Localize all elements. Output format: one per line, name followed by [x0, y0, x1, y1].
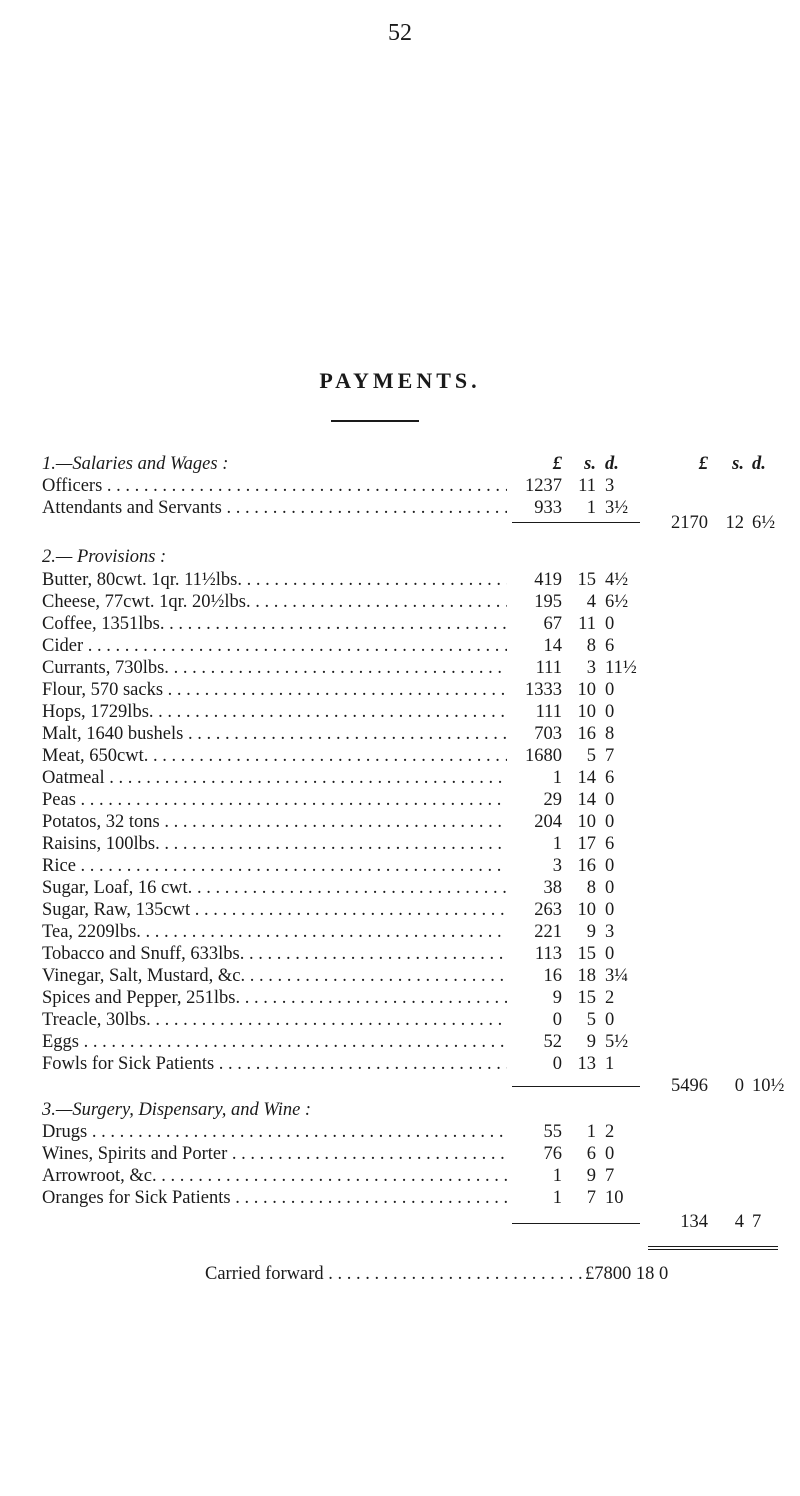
item-label: Oranges for Sick Patients . . .	[42, 1188, 507, 1208]
item-pence: 0	[605, 856, 615, 876]
item-label: Flour, 570 sacks . . .	[42, 680, 507, 700]
item-pence: 3¼	[605, 966, 629, 986]
item-label: Peas . . .	[42, 790, 507, 810]
item-shilling: 8	[586, 878, 596, 898]
item-label: Arrowroot, &c. . . .	[42, 1166, 507, 1186]
item-pound: 0	[552, 1054, 562, 1074]
item-shilling: 11	[578, 614, 596, 634]
item-shilling: 9	[586, 922, 596, 942]
total-shilling: 4	[734, 1212, 744, 1232]
section-title: 3.—Surgery, Dispensary, and Wine :	[42, 1100, 312, 1120]
item-shilling: 7	[586, 1188, 596, 1208]
table-row	[0, 812, 800, 832]
table-row	[0, 1188, 800, 1208]
col-header-total-pence: d.	[752, 454, 766, 474]
section-2-header-row	[0, 547, 800, 567]
item-pound: 1333	[525, 680, 562, 700]
item-shilling: 13	[577, 1054, 596, 1074]
item-shilling: 5	[586, 1010, 596, 1030]
item-shilling: 15	[577, 944, 596, 964]
table-row	[0, 1054, 800, 1074]
item-label: Oatmeal . . .	[42, 768, 507, 788]
item-label: Sugar, Raw, 135cwt . . .	[42, 900, 507, 920]
item-pence: 0	[605, 812, 615, 832]
item-pence: 0	[605, 878, 615, 898]
item-label: Hops, 1729lbs. . . .	[42, 702, 507, 722]
table-row	[0, 878, 800, 898]
grand-total-rule	[648, 1246, 778, 1247]
item-label: Raisins, 100lbs. . . .	[42, 834, 507, 854]
item-shilling: 3	[586, 658, 596, 678]
table-row	[0, 592, 800, 612]
item-label: Malt, 1640 bushels . . .	[42, 724, 507, 744]
item-pence: 0	[605, 1144, 615, 1164]
item-pound: 113	[534, 944, 562, 964]
item-pence: 3½	[605, 498, 629, 518]
table-row	[0, 476, 800, 496]
item-pence: 0	[605, 680, 615, 700]
item-shilling: 14	[577, 768, 596, 788]
item-pence: 6	[605, 636, 615, 656]
item-pence: 1	[605, 1054, 615, 1074]
table-row	[0, 1144, 800, 1164]
total-pound: 5496	[671, 1076, 708, 1096]
item-label: Vinegar, Salt, Mustard, &c. . . .	[42, 966, 507, 986]
item-pence: 3	[605, 476, 615, 496]
item-pound: 204	[534, 812, 562, 832]
col-header-pence: d.	[605, 454, 619, 474]
item-shilling: 5	[586, 746, 596, 766]
total-pence: 6½	[752, 513, 776, 533]
item-shilling: 10	[577, 702, 596, 722]
item-shilling: 15	[577, 570, 596, 590]
item-shilling: 15	[577, 988, 596, 1008]
table-row	[0, 636, 800, 656]
item-pence: 0	[605, 614, 615, 634]
table-row	[0, 1032, 800, 1052]
item-pence: 0	[605, 1010, 615, 1030]
item-pound: 1680	[525, 746, 562, 766]
item-pence: 3	[605, 922, 615, 942]
item-label: Treacle, 30lbs. . . .	[42, 1010, 507, 1030]
carried-forward-row	[0, 1264, 800, 1284]
table-row	[0, 922, 800, 942]
item-shilling: 6	[586, 1144, 596, 1164]
table-row	[0, 1122, 800, 1142]
item-pound: 38	[543, 878, 562, 898]
table-row	[0, 768, 800, 788]
table-row	[0, 1166, 800, 1186]
item-shilling: 18	[577, 966, 596, 986]
item-label: Sugar, Loaf, 16 cwt. . . .	[42, 878, 507, 898]
item-label: Spices and Pepper, 251lbs. . . .	[42, 988, 507, 1008]
item-shilling: 16	[577, 724, 596, 744]
item-shilling: 8	[586, 636, 596, 656]
item-pound: 263	[534, 900, 562, 920]
total-shilling: 0	[734, 1076, 744, 1096]
item-pound: 1	[552, 1188, 562, 1208]
item-label: Fowls for Sick Patients . . .	[42, 1054, 507, 1074]
grand-total-rule-2	[648, 1249, 778, 1250]
item-shilling: 10	[577, 812, 596, 832]
item-pence: 6	[605, 768, 615, 788]
table-row	[0, 680, 800, 700]
total-pound: 134	[680, 1212, 708, 1232]
item-pound: 1	[552, 834, 562, 854]
section-title: 1.—Salaries and Wages :	[42, 454, 229, 474]
item-pound: 67	[543, 614, 562, 634]
item-pound: 9	[552, 988, 562, 1008]
item-pence: 0	[605, 900, 615, 920]
item-label: Eggs . . .	[42, 1032, 507, 1052]
total-pound: 2170	[671, 513, 708, 533]
table-row	[0, 790, 800, 810]
item-pound: 0	[552, 1010, 562, 1030]
table-row	[0, 746, 800, 766]
item-shilling: 10	[577, 680, 596, 700]
item-shilling: 16	[577, 856, 596, 876]
item-label: Wines, Spirits and Porter . . .	[42, 1144, 507, 1164]
table-row	[0, 900, 800, 920]
item-pound: 1	[552, 768, 562, 788]
item-pound: 1	[552, 1166, 562, 1186]
table-row	[0, 856, 800, 876]
total-shilling: 12	[725, 513, 744, 533]
section-3-header-row	[0, 1100, 800, 1120]
item-pence: 10	[605, 1188, 624, 1208]
item-pence: 7	[605, 746, 615, 766]
item-shilling: 14	[577, 790, 596, 810]
item-label: Currants, 730lbs. . . .	[42, 658, 507, 678]
table-row	[0, 614, 800, 634]
item-pence: 7	[605, 1166, 615, 1186]
item-pound: 111	[535, 702, 562, 722]
table-row	[0, 724, 800, 744]
col-header-total-pound: £	[698, 454, 708, 474]
item-label: Attendants and Servants . . .	[42, 498, 507, 518]
table-row	[0, 658, 800, 678]
item-pound: 52	[543, 1032, 562, 1052]
item-pound: 419	[534, 570, 562, 590]
page-heading: PAYMENTS.	[319, 368, 481, 393]
item-shilling: 10	[577, 900, 596, 920]
table-row	[0, 944, 800, 964]
item-label: Potatos, 32 tons . . .	[42, 812, 507, 832]
item-pound: 3	[552, 856, 562, 876]
table-row	[0, 570, 800, 590]
item-pence: 8	[605, 724, 615, 744]
col-header-pound: £	[552, 454, 562, 474]
item-pound: 195	[534, 592, 562, 612]
item-pence: 4½	[605, 570, 629, 590]
table-row	[0, 1010, 800, 1030]
table-row	[0, 834, 800, 854]
item-shilling: 1	[586, 1122, 596, 1142]
item-shilling: 17	[577, 834, 596, 854]
item-shilling: 9	[586, 1032, 596, 1052]
item-shilling: 11	[578, 476, 596, 496]
total-pence: 7	[752, 1212, 762, 1232]
item-pence: 6½	[605, 592, 629, 612]
item-label: Tea, 2209lbs. . . .	[42, 922, 507, 942]
item-label: Butter, 80cwt. 1qr. 11½lbs. . . .	[42, 570, 507, 590]
carried-forward-label: Carried forward . . .	[205, 1264, 585, 1284]
item-label: Meat, 650cwt. . . .	[42, 746, 507, 766]
section-total-row	[0, 1076, 800, 1096]
item-pence: 11½	[605, 658, 637, 678]
item-pound: 111	[535, 658, 562, 678]
section-total-row	[0, 1212, 800, 1232]
section-total-row	[0, 513, 800, 533]
item-label: Tobacco and Snuff, 633lbs. . . .	[42, 944, 507, 964]
table-row	[0, 988, 800, 1008]
item-label: Officers . . .	[42, 476, 507, 496]
section-1-header-row	[0, 454, 800, 474]
item-pound: 933	[534, 498, 562, 518]
item-pence: 6	[605, 834, 615, 854]
item-pence: 0	[605, 790, 615, 810]
item-pence: 2	[605, 988, 615, 1008]
item-label: Coffee, 1351lbs. . . .	[42, 614, 507, 634]
item-shilling: 9	[586, 1166, 596, 1186]
item-pence: 2	[605, 1122, 615, 1142]
item-label: Rice . . .	[42, 856, 507, 876]
item-label: Cheese, 77cwt. 1qr. 20½lbs. . . .	[42, 592, 507, 612]
item-pence: 5½	[605, 1032, 629, 1052]
page-number: 52	[388, 20, 412, 46]
item-pence: 0	[605, 702, 615, 722]
item-shilling: 4	[586, 592, 596, 612]
item-pound: 76	[543, 1144, 562, 1164]
item-pound: 14	[543, 636, 562, 656]
item-pound: 16	[543, 966, 562, 986]
item-pound: 55	[543, 1122, 562, 1142]
item-pound: 1237	[525, 476, 562, 496]
section-title: 2.— Provisions :	[42, 547, 167, 567]
col-header-shilling: s.	[584, 454, 596, 474]
table-row	[0, 966, 800, 986]
item-shilling: 1	[586, 498, 596, 518]
col-header-total-shilling: s.	[732, 454, 744, 474]
item-pound: 29	[543, 790, 562, 810]
heading-rule	[331, 420, 419, 422]
item-label: Drugs . . .	[42, 1122, 507, 1142]
item-pound: 703	[534, 724, 562, 744]
item-label: Cider . . .	[42, 636, 507, 656]
carried-forward-value: £7800 18 0	[585, 1264, 669, 1284]
item-pence: 0	[605, 944, 615, 964]
total-pence: 10½	[752, 1076, 785, 1096]
item-pound: 221	[534, 922, 562, 942]
table-row	[0, 702, 800, 722]
